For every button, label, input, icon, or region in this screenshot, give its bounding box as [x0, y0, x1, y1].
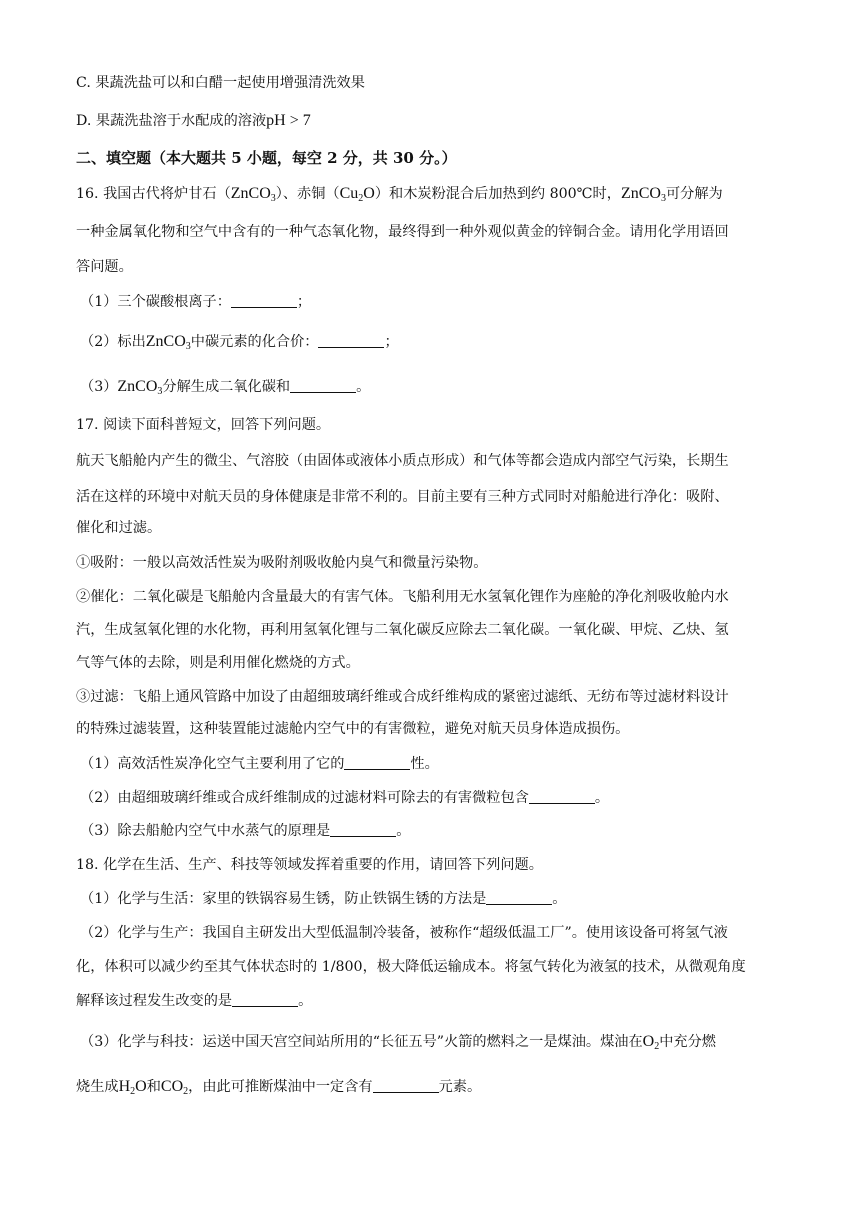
option-c: C. 果蔬洗盐可以和白醋一起使用增强清洗效果 — [76, 75, 365, 91]
answer-blank[interactable] — [344, 755, 410, 770]
formula-h2o: $H_2O$ — [118, 1078, 147, 1097]
q16-stem-line-3: 答问题。 — [76, 259, 133, 275]
q17-passage-line: ①吸附：一般以高效活性炭为吸附剂吸收舱内臭气和微量污染物。 — [76, 555, 488, 571]
q16-stem-line-2: 一种金属氧化物和空气中含有的一种气态氧化物，最终得到一种外观似黄金的锌铜合金。请用化学用语回 — [76, 224, 729, 240]
answer-blank[interactable] — [231, 293, 297, 308]
q17-passage-line: 航天飞船舱内产生的微尘、气溶胶（由固体或液体小质点形成）和气体等都会造成内部空气污染，长期生 — [76, 453, 729, 469]
q17-part-1: （1）高效活性炭净化空气主要利用了它的 性。 — [80, 756, 439, 772]
q18-part-2-line-2: 化，体积可以减少约至其气体状态时的 1/800，极大降低运输成本。将氢气转化为液氢的技术，从微观角度 — [76, 959, 746, 975]
q18-part-2-line-3: 解释该过程发生改变的是 。 — [76, 993, 313, 1009]
formula-znco3: ZnCO$_3$ — [230, 185, 276, 204]
q17-part-3: （3）除去船舱内空气中水蒸气的原理是 。 — [80, 823, 411, 839]
q16-part-3: （3）ZnCO$_3$分解生成二氧化碳和 。 — [80, 378, 371, 397]
q16-text-a: 16. 我国古代将炉甘石（ — [76, 186, 231, 202]
answer-blank[interactable] — [232, 992, 298, 1007]
answer-blank[interactable] — [373, 1078, 439, 1093]
q16-text-b: ）、赤铜（ — [275, 186, 340, 202]
q17-passage-line: 活在这样的环境中对航天员的身体健康是非常不利的。目前主要有三种方式同时对船舱进行净化：吸附、 — [76, 489, 729, 505]
q16-part-1: （1）三个碳酸根离子： ； — [80, 294, 312, 310]
q16-text-c: ）和木炭粉混合后加热到约 800℃时， — [374, 186, 621, 202]
formula-znco3: ZnCO$_3$ — [145, 333, 191, 352]
q17-passage-line: 催化和过滤。 — [76, 520, 162, 536]
option-d — [76, 111, 311, 131]
q18-part-1: （1）化学与生活：家里的铁锅容易生锈，防止铁锅生锈的方法是 。 — [80, 891, 567, 907]
formula-cu2o: $Cu_2O$ — [339, 185, 375, 204]
q17-passage-line: 汽，生成氢氧化锂的水化物，再利用氢氧化锂与二氧化碳反应除去二氧化碳。一氧化碳、甲烷、乙炔、氢 — [76, 622, 729, 638]
section-heading: 二、填空题（本大题共 5 小题，每空 2 分，共 30 分。） — [76, 149, 457, 167]
answer-blank[interactable] — [486, 890, 552, 905]
answer-blank[interactable] — [290, 378, 356, 393]
answer-blank[interactable] — [318, 333, 384, 348]
q16-stem-line-1 — [76, 184, 723, 209]
formula-znco3: ZnCO$_3$ — [117, 378, 163, 397]
option-d-text: D. 果蔬洗盐溶于水配成的溶液 — [76, 113, 267, 129]
answer-blank[interactable] — [529, 789, 595, 804]
ph-inequality: pH > 7 — [266, 112, 311, 129]
q16-text-d: 可分解为 — [665, 186, 723, 202]
q18-part-3-line-2: 烧生成$H_2O$和$CO_2$，由此可推断煤油中一定含有 元素。 — [76, 1078, 482, 1097]
q16-part-2: （2）标出ZnCO$_3$中碳元素的化合价： ； — [80, 333, 399, 352]
answer-blank[interactable] — [330, 822, 396, 837]
q18-part-2-line-1: （2）化学与生产：我国自主研发出大型低温制冷装备，被称作“超级低温工厂”。使用该设备可将氢气液 — [80, 925, 728, 941]
formula-znco3: ZnCO$_3$ — [620, 185, 666, 204]
q18-part-3-line-1: （3）化学与科技：运送中国天宫空间站所用的“长征五号”火箭的燃料之一是煤油。煤油在$O_2$中充分燃 — [80, 1033, 716, 1052]
q17-passage-line: ②催化：二氧化碳是飞船舱内含量最大的有害气体。飞船利用无水氢氧化锂作为座舱的净化剂吸收舱内水 — [76, 589, 729, 605]
q17-passage-line: 气等气体的去除，则是利用催化燃烧的方式。 — [76, 655, 360, 671]
q17-passage-line: ③过滤：飞船上通风管路中加设了由超细玻璃纤维或合成纤维构成的紧密过滤纸、无纺布等过滤材料设计 — [76, 689, 729, 705]
q17-passage-line: 的特殊过滤装置，这种装置能过滤舱内空气中的有害微粒，避免对航天员身体造成损伤。 — [76, 721, 630, 737]
formula-o2: $O_2$ — [642, 1033, 660, 1052]
formula-co2: $CO_2$ — [160, 1078, 189, 1097]
q17-stem: 17. 阅读下面科普短文，回答下列问题。 — [76, 417, 331, 433]
q18-stem: 18. 化学在生活、生产、科技等领域发挥着重要的作用，请回答下列问题。 — [76, 857, 543, 873]
q17-part-2: （2）由超细玻璃纤维或合成纤维制成的过滤材料可除去的有害微粒包含 。 — [80, 790, 610, 806]
